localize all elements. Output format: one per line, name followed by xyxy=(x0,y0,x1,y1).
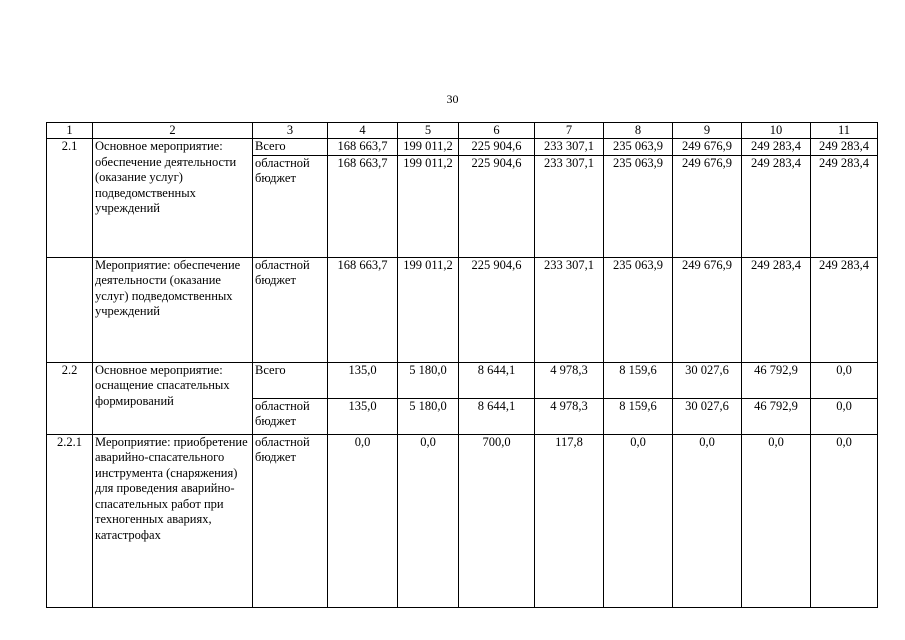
row-code xyxy=(47,257,93,362)
value-cell: 233 307,1 xyxy=(535,155,604,257)
funding-source: областной бюджет xyxy=(253,398,328,434)
value-cell: 233 307,1 xyxy=(535,139,604,156)
value-cell: 249 676,9 xyxy=(673,257,742,362)
value-cell: 225 904,6 xyxy=(459,139,535,156)
value-cell: 199 011,2 xyxy=(398,155,459,257)
column-number-4: 4 xyxy=(328,123,398,139)
table-header-row xyxy=(47,123,878,139)
table-row xyxy=(47,257,878,362)
value-cell: 8 159,6 xyxy=(604,398,673,434)
value-cell: 0,0 xyxy=(328,434,398,607)
row-name: Мероприятие: приобретение аварийно-спасательного инструмента (снаряжения) для проведения аварийно-спасательных работ при техногенных авариях, катастрофах xyxy=(93,434,253,607)
row-code: 2.2.1 xyxy=(47,434,93,607)
value-cell: 199 011,2 xyxy=(398,139,459,156)
column-number-6: 6 xyxy=(459,123,535,139)
value-cell: 4 978,3 xyxy=(535,362,604,398)
column-number-10: 10 xyxy=(742,123,811,139)
column-number-9: 9 xyxy=(673,123,742,139)
row-code: 2.2 xyxy=(47,362,93,434)
value-cell: 0,0 xyxy=(398,434,459,607)
value-cell: 30 027,6 xyxy=(673,398,742,434)
value-cell: 199 011,2 xyxy=(398,257,459,362)
table-row xyxy=(47,434,878,607)
value-cell: 5 180,0 xyxy=(398,398,459,434)
value-cell: 117,8 xyxy=(535,434,604,607)
row-name: Основное мероприятие: оснащение спасательных формирований xyxy=(93,362,253,434)
funding-source: областной бюджет xyxy=(253,257,328,362)
value-cell: 8 644,1 xyxy=(459,398,535,434)
column-number-8: 8 xyxy=(604,123,673,139)
funding-source: областной бюджет xyxy=(253,434,328,607)
value-cell: 135,0 xyxy=(328,362,398,398)
value-cell: 249 676,9 xyxy=(673,155,742,257)
value-cell: 249 676,9 xyxy=(673,139,742,156)
value-cell: 249 283,4 xyxy=(811,139,878,156)
value-cell: 135,0 xyxy=(328,398,398,434)
value-cell: 30 027,6 xyxy=(673,362,742,398)
value-cell: 249 283,4 xyxy=(811,155,878,257)
funding-source: Всего xyxy=(253,139,328,156)
value-cell: 8 644,1 xyxy=(459,362,535,398)
value-cell: 0,0 xyxy=(604,434,673,607)
column-number-2: 2 xyxy=(93,123,253,139)
value-cell: 0,0 xyxy=(811,398,878,434)
value-cell: 8 159,6 xyxy=(604,362,673,398)
value-cell: 235 063,9 xyxy=(604,139,673,156)
column-number-1: 1 xyxy=(47,123,93,139)
table-row xyxy=(47,362,878,398)
row-name: Мероприятие: обеспечение деятельности (оказание услуг) подведомственных учреждений xyxy=(93,257,253,362)
value-cell: 168 663,7 xyxy=(328,139,398,156)
value-cell: 249 283,4 xyxy=(742,257,811,362)
value-cell: 4 978,3 xyxy=(535,398,604,434)
value-cell: 235 063,9 xyxy=(604,155,673,257)
value-cell: 700,0 xyxy=(459,434,535,607)
value-cell: 249 283,4 xyxy=(742,139,811,156)
funding-source: Всего xyxy=(253,362,328,398)
budget-table xyxy=(46,122,878,608)
column-number-5: 5 xyxy=(398,123,459,139)
value-cell: 249 283,4 xyxy=(811,257,878,362)
value-cell: 0,0 xyxy=(673,434,742,607)
column-number-11: 11 xyxy=(811,123,878,139)
value-cell: 225 904,6 xyxy=(459,155,535,257)
row-name: Основное мероприятие: обеспечение деятельности (оказание услуг) подведомственных учреждений xyxy=(93,139,253,258)
value-cell: 168 663,7 xyxy=(328,257,398,362)
page-number: 30 xyxy=(446,92,459,106)
value-cell: 46 792,9 xyxy=(742,362,811,398)
column-number-7: 7 xyxy=(535,123,604,139)
column-number-3: 3 xyxy=(253,123,328,139)
value-cell: 0,0 xyxy=(742,434,811,607)
value-cell: 0,0 xyxy=(811,362,878,398)
funding-source: областной бюджет xyxy=(253,155,328,257)
value-cell: 46 792,9 xyxy=(742,398,811,434)
value-cell: 168 663,7 xyxy=(328,155,398,257)
value-cell: 225 904,6 xyxy=(459,257,535,362)
value-cell: 0,0 xyxy=(811,434,878,607)
value-cell: 235 063,9 xyxy=(604,257,673,362)
value-cell: 233 307,1 xyxy=(535,257,604,362)
value-cell: 249 283,4 xyxy=(742,155,811,257)
row-code: 2.1 xyxy=(47,139,93,258)
table-row xyxy=(47,139,878,156)
value-cell: 5 180,0 xyxy=(398,362,459,398)
